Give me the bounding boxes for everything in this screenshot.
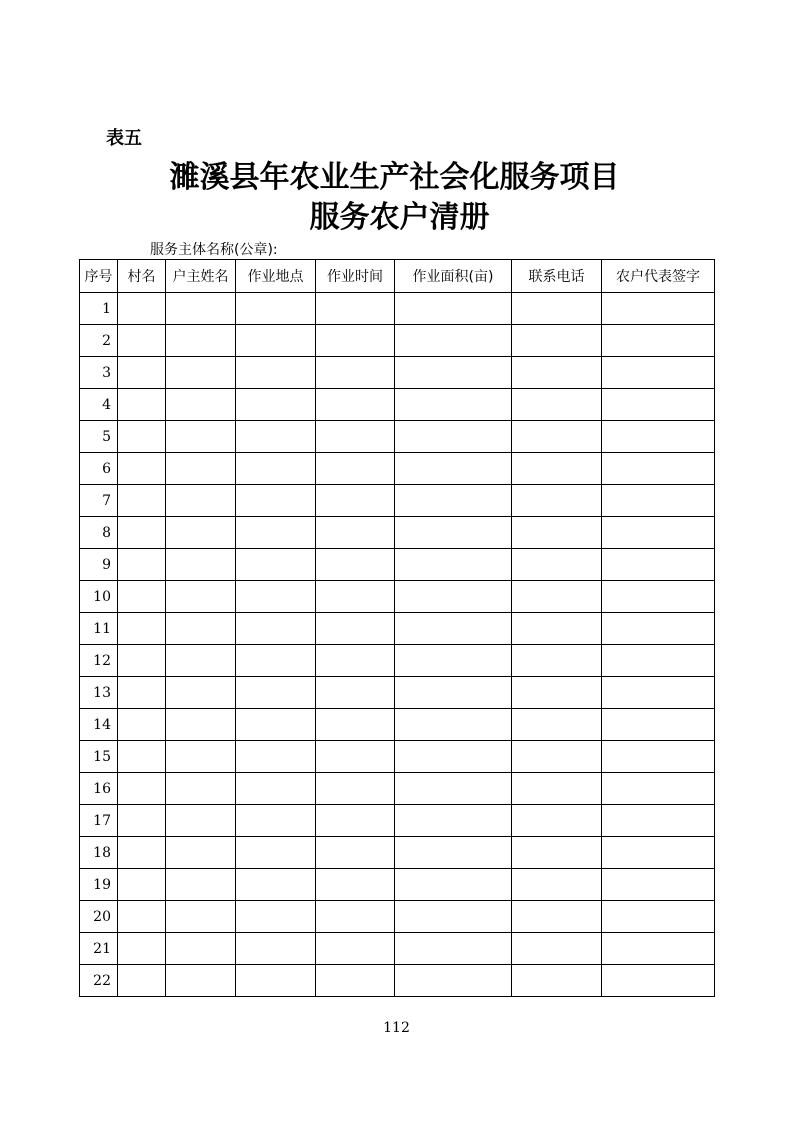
phone-cell [512,741,602,773]
column-header: 联系电话 [512,260,602,293]
household-head-cell [166,357,236,389]
phone-cell [512,613,602,645]
phone-cell [512,901,602,933]
phone-cell [512,581,602,613]
document-subtitle: 服务农户清册 [309,200,490,235]
village-cell [118,549,166,581]
work-location-cell [236,517,316,549]
row-number: 20 [80,901,118,933]
signature-cell [602,613,715,645]
village-cell [118,933,166,965]
provider-name-label: 服务主体名称(公章): [150,242,278,258]
row-number: 5 [80,421,118,453]
work-time-cell [316,741,395,773]
work-area-cell [395,549,512,581]
work-time-cell [316,677,395,709]
work-area-cell [395,389,512,421]
table-label: 表五 [106,128,142,149]
work-time-cell [316,581,395,613]
signature-cell [602,453,715,485]
row-number: 19 [80,869,118,901]
phone-cell [512,709,602,741]
work-time-cell [316,293,395,325]
signature-cell [602,677,715,709]
work-location-cell [236,453,316,485]
work-location-cell [236,741,316,773]
phone-cell [512,869,602,901]
row-number: 11 [80,613,118,645]
work-location-cell [236,549,316,581]
phone-cell [512,677,602,709]
signature-cell [602,325,715,357]
table-row [80,421,715,453]
work-location-cell [236,325,316,357]
household-head-cell [166,453,236,485]
household-head-cell [166,485,236,517]
table-row [80,613,715,645]
row-number: 16 [80,773,118,805]
work-location-cell [236,677,316,709]
work-area-cell [395,517,512,549]
column-header: 农户代表签字 [602,260,715,293]
work-time-cell [316,517,395,549]
work-location-cell [236,901,316,933]
work-time-cell [316,357,395,389]
work-area-cell [395,613,512,645]
village-cell [118,517,166,549]
phone-cell [512,805,602,837]
signature-cell [602,709,715,741]
phone-cell [512,485,602,517]
village-cell [118,901,166,933]
column-header: 村名 [118,260,166,293]
work-location-cell [236,837,316,869]
page-number: 112 [383,1020,410,1036]
table-row [80,485,715,517]
work-time-cell [316,837,395,869]
phone-cell [512,965,602,997]
work-area-cell [395,293,512,325]
signature-cell [602,965,715,997]
work-location-cell [236,613,316,645]
row-number: 14 [80,709,118,741]
table-row [80,645,715,677]
village-cell [118,325,166,357]
signature-cell [602,901,715,933]
row-number: 9 [80,549,118,581]
village-cell [118,613,166,645]
work-location-cell [236,357,316,389]
village-cell [118,421,166,453]
village-cell [118,453,166,485]
row-number: 8 [80,517,118,549]
household-head-cell [166,549,236,581]
household-head-cell [166,965,236,997]
document-title: 濉溪县年农业生产社会化服务项目 [169,160,620,195]
village-cell [118,773,166,805]
table-row [80,357,715,389]
work-time-cell [316,389,395,421]
column-header: 作业地点 [236,260,316,293]
work-time-cell [316,805,395,837]
table-row [80,709,715,741]
village-cell [118,485,166,517]
signature-cell [602,869,715,901]
village-cell [118,677,166,709]
farmer-roster-table [79,259,715,997]
household-head-cell [166,933,236,965]
signature-cell [602,773,715,805]
column-header: 序号 [80,260,118,293]
household-head-cell [166,901,236,933]
row-number: 15 [80,741,118,773]
work-time-cell [316,965,395,997]
work-location-cell [236,805,316,837]
signature-cell [602,389,715,421]
household-head-cell [166,581,236,613]
work-location-cell [236,645,316,677]
work-area-cell [395,581,512,613]
household-head-cell [166,741,236,773]
household-head-cell [166,645,236,677]
work-time-cell [316,645,395,677]
work-area-cell [395,965,512,997]
household-head-cell [166,837,236,869]
phone-cell [512,389,602,421]
work-area-cell [395,677,512,709]
work-time-cell [316,325,395,357]
column-header: 作业时间 [316,260,395,293]
work-time-cell [316,773,395,805]
village-cell [118,293,166,325]
table-row [80,389,715,421]
work-location-cell [236,581,316,613]
row-number: 12 [80,645,118,677]
work-area-cell [395,485,512,517]
village-cell [118,389,166,421]
phone-cell [512,421,602,453]
work-location-cell [236,709,316,741]
village-cell [118,869,166,901]
work-time-cell [316,869,395,901]
header-row [80,260,715,293]
row-number: 22 [80,965,118,997]
table-row [80,773,715,805]
work-location-cell [236,485,316,517]
work-location-cell [236,421,316,453]
phone-cell [512,293,602,325]
household-head-cell [166,773,236,805]
work-location-cell [236,293,316,325]
phone-cell [512,933,602,965]
table-row [80,933,715,965]
signature-cell [602,581,715,613]
signature-cell [602,549,715,581]
household-head-cell [166,709,236,741]
household-head-cell [166,325,236,357]
work-time-cell [316,613,395,645]
phone-cell [512,549,602,581]
table-row [80,837,715,869]
table-row [80,741,715,773]
village-cell [118,581,166,613]
work-area-cell [395,645,512,677]
work-time-cell [316,485,395,517]
row-number: 3 [80,357,118,389]
work-area-cell [395,805,512,837]
table-row [80,965,715,997]
table-row [80,869,715,901]
household-head-cell [166,869,236,901]
household-head-cell [166,293,236,325]
signature-cell [602,933,715,965]
work-location-cell [236,773,316,805]
phone-cell [512,837,602,869]
work-time-cell [316,901,395,933]
phone-cell [512,453,602,485]
work-area-cell [395,453,512,485]
phone-cell [512,645,602,677]
village-cell [118,645,166,677]
row-number: 21 [80,933,118,965]
signature-cell [602,517,715,549]
signature-cell [602,741,715,773]
row-number: 18 [80,837,118,869]
work-location-cell [236,869,316,901]
column-header: 户主姓名 [166,260,236,293]
household-head-cell [166,517,236,549]
table-row [80,293,715,325]
village-cell [118,741,166,773]
signature-cell [602,645,715,677]
signature-cell [602,837,715,869]
village-cell [118,709,166,741]
work-time-cell [316,549,395,581]
row-number: 7 [80,485,118,517]
signature-cell [602,805,715,837]
household-head-cell [166,805,236,837]
table-row [80,901,715,933]
work-area-cell [395,869,512,901]
phone-cell [512,517,602,549]
signature-cell [602,485,715,517]
village-cell [118,357,166,389]
household-head-cell [166,389,236,421]
phone-cell [512,357,602,389]
table-row [80,677,715,709]
household-head-cell [166,677,236,709]
table-row [80,517,715,549]
table-row [80,805,715,837]
phone-cell [512,773,602,805]
household-head-cell [166,421,236,453]
table-row [80,549,715,581]
row-number: 10 [80,581,118,613]
row-number: 1 [80,293,118,325]
work-area-cell [395,741,512,773]
work-area-cell [395,901,512,933]
table-row [80,325,715,357]
village-cell [118,805,166,837]
work-area-cell [395,357,512,389]
household-head-cell [166,613,236,645]
phone-cell [512,325,602,357]
work-location-cell [236,933,316,965]
row-number: 13 [80,677,118,709]
table-row [80,453,715,485]
work-time-cell [316,421,395,453]
work-time-cell [316,453,395,485]
table-row [80,581,715,613]
column-header: 作业面积(亩) [395,260,512,293]
work-location-cell [236,965,316,997]
signature-cell [602,357,715,389]
row-number: 4 [80,389,118,421]
work-area-cell [395,421,512,453]
work-location-cell [236,389,316,421]
signature-cell [602,293,715,325]
work-area-cell [395,837,512,869]
work-area-cell [395,773,512,805]
work-area-cell [395,933,512,965]
work-area-cell [395,325,512,357]
work-time-cell [316,709,395,741]
signature-cell [602,421,715,453]
row-number: 2 [80,325,118,357]
village-cell [118,965,166,997]
work-area-cell [395,709,512,741]
row-number: 6 [80,453,118,485]
village-cell [118,837,166,869]
row-number: 17 [80,805,118,837]
work-time-cell [316,933,395,965]
